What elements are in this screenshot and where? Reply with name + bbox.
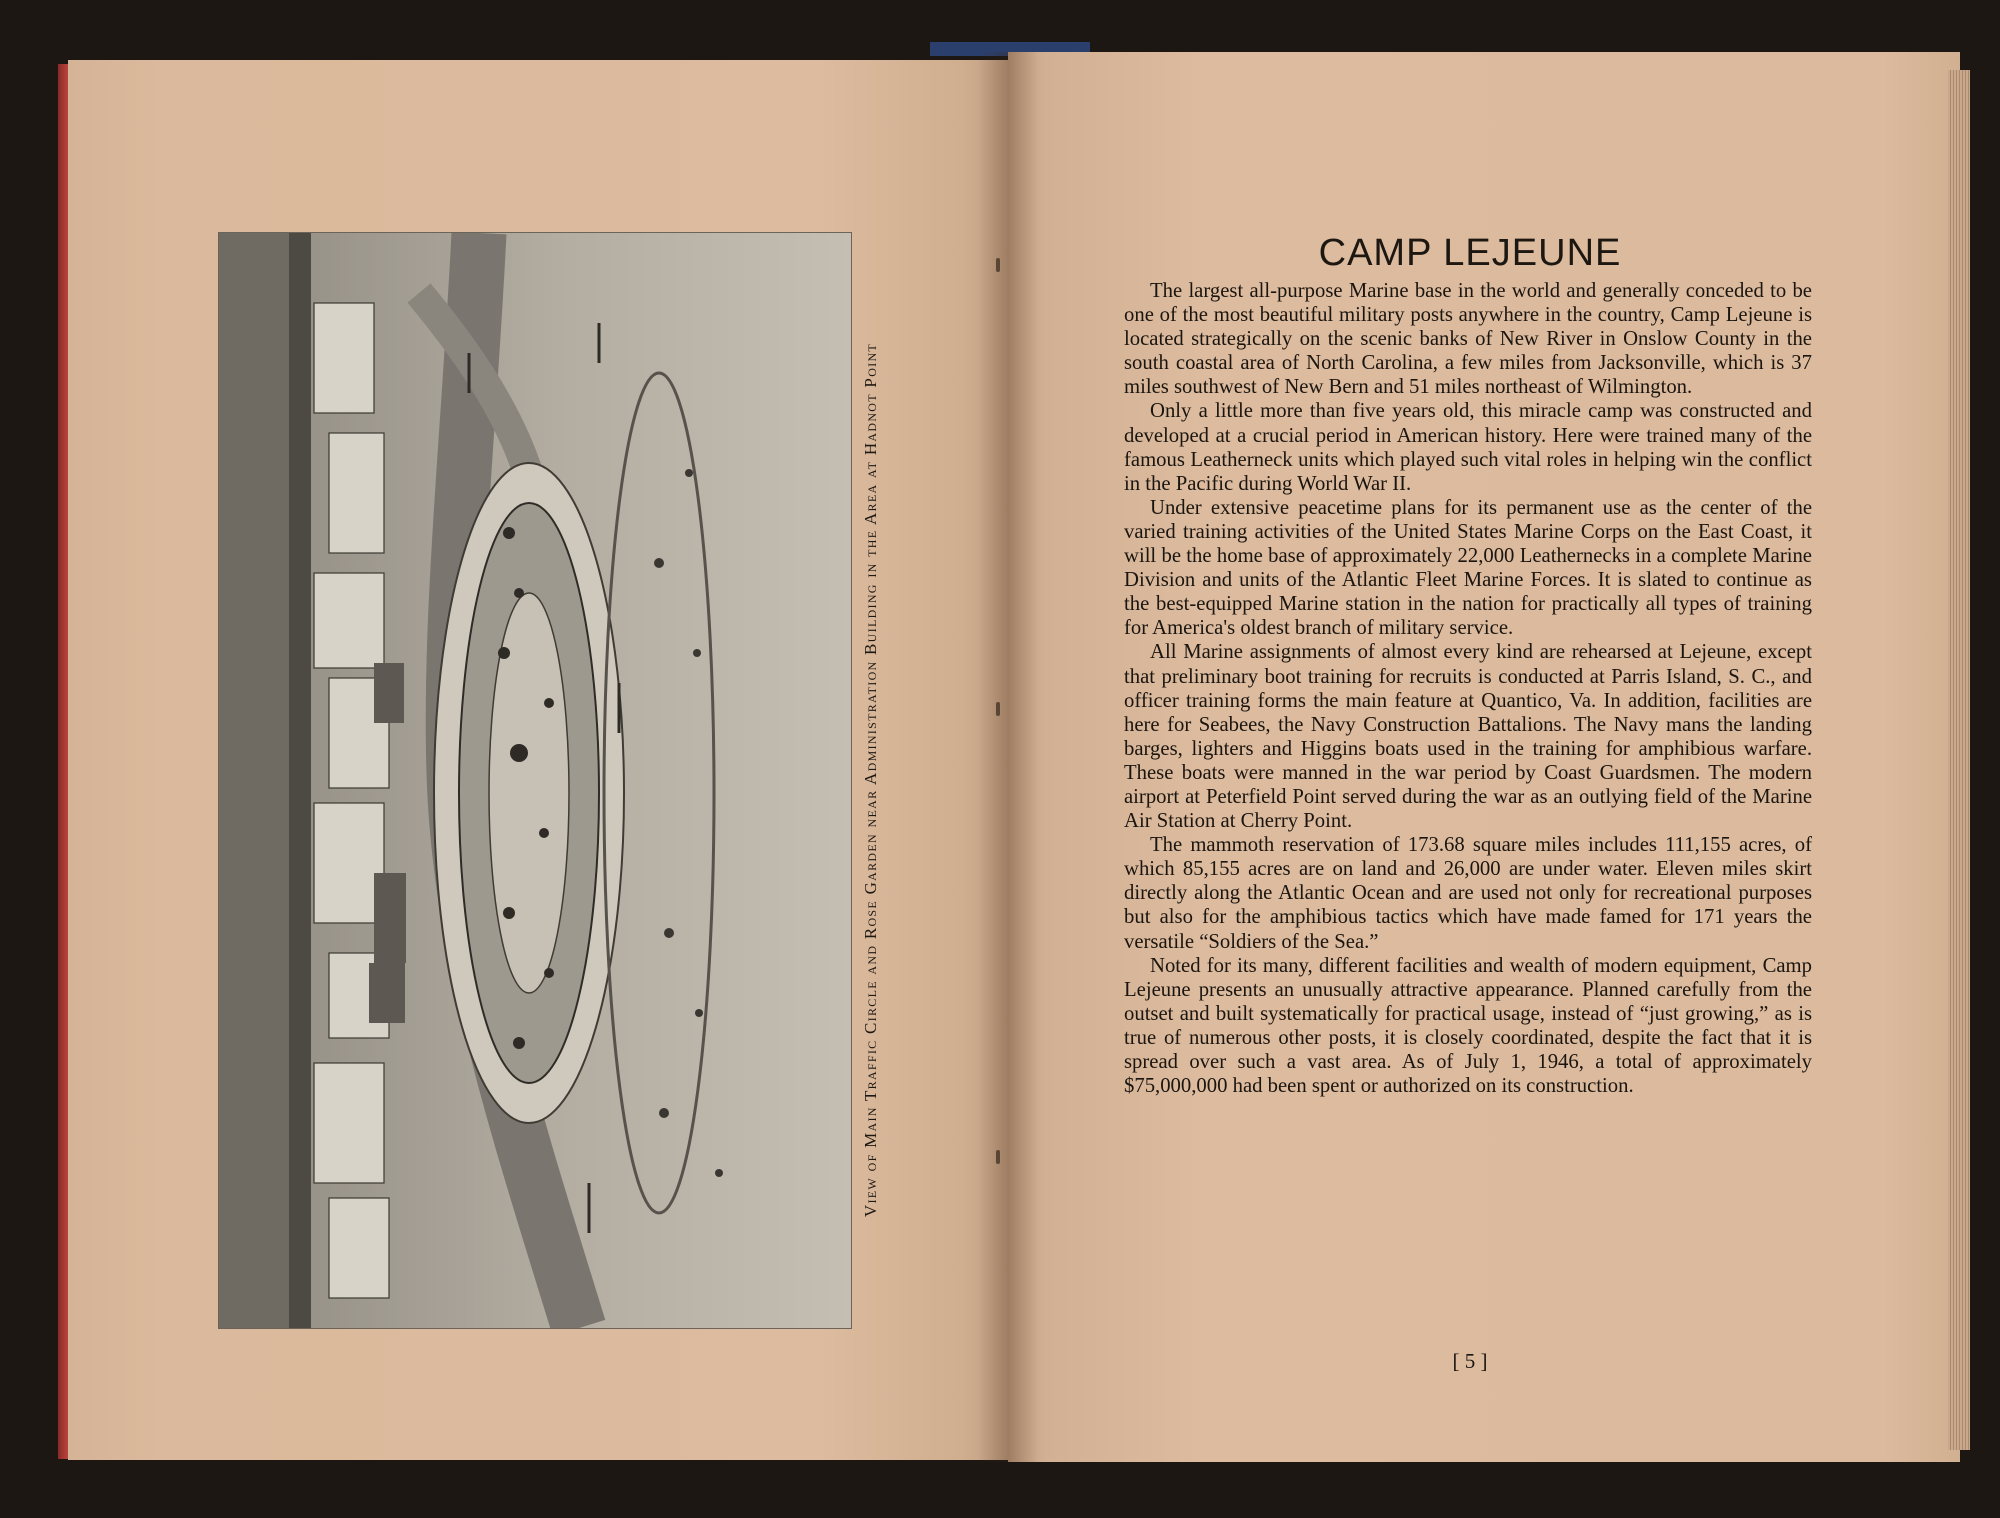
body-text	[1124, 279, 1812, 1098]
page-number: [ 5 ]	[1452, 1349, 1488, 1373]
paragraph: Only a little more than five years old, this miracle camp was constructed and developed at a crucial period in American history. Here were trained many of the famous Leatherneck units which played such vital roles in helping win the conflict in the Pacific during World War II.	[1124, 400, 1812, 495]
page-title: CAMP LEJEUNE	[1318, 232, 1622, 274]
paragraph: All Marine assignments of almost every kind are rehearsed at Lejeune, except that preliminary boot training for recruits is conducted at Parris Island, S. C., and officer training forms the main feature at Quantico, Va. In addition, facilities are here for Seabees, the Navy Construction Battalions. The Navy mans the landing barges, lighters and Higgins boats used in the training for amphibious warfare. These boats were manned in the war period by Coast Guardsmen. The modern airport at Peterfield Point served during the war as an outlying field of the Marine Air Station at Cherry Point.	[1124, 641, 1812, 833]
photo-caption-container	[845, 232, 897, 1327]
photo-illustration	[219, 233, 851, 1328]
binding-stitch	[996, 1150, 1000, 1164]
photo-caption: View of Main Traffic Circle and Rose Garden near Administration Building in the Area at Hadnot Point	[861, 342, 880, 1217]
binding-stitch	[996, 258, 1000, 272]
paragraph: Noted for its many, different facilities and wealth of modern equipment, Camp Lejeune presents an unusually attractive appearance. Planned carefully from the outset and built systematically for practical usage, instead of “just growing,” as is true of numerous other posts, it is closely coordinated, despite the fact that it is spread over such a vast area. As of July 1, 1946, a total of approximately $75,000,000 had been spent or authorized on its construction.	[1124, 954, 1812, 1098]
paragraph: The largest all-purpose Marine base in the world and generally conceded to be one of the most beautiful military posts anywhere in the country, Camp Lejeune is located strategically on the scenic banks of New River in Onslow County in the south coastal area of North Carolina, a few miles from Jacksonville, which is 37 miles southwest of New Bern and 51 miles northeast of Wilmington.	[1124, 280, 1812, 399]
gutter-shadow	[978, 52, 1038, 1462]
binding-stitch	[996, 702, 1000, 716]
page-stack-edge	[1948, 70, 1970, 1450]
photograph-traffic-circle	[218, 232, 852, 1329]
paragraph: Under extensive peacetime plans for its permanent use as the center of the varied training activities of the United States Marine Corps on the East Coast, it will be the home base of approximately 22,000 Leathernecks in a complete Marine Division and units of the Atlantic Fleet Marine Forces. It is slated to continue as the best-equipped Marine station in the nation for practically all types of training for America's oldest branch of military service.	[1124, 496, 1812, 640]
paragraph: The mammoth reservation of 173.68 square miles includes 111,155 acres, of which 85,155 acres are on land and 26,000 are under water. Eleven miles skirt directly along the Atlantic Ocean and are used not only for recreational purposes but also for the amphibious tactics which have made famed for 171 years the versatile “Soldiers of the Sea.”	[1124, 834, 1812, 953]
